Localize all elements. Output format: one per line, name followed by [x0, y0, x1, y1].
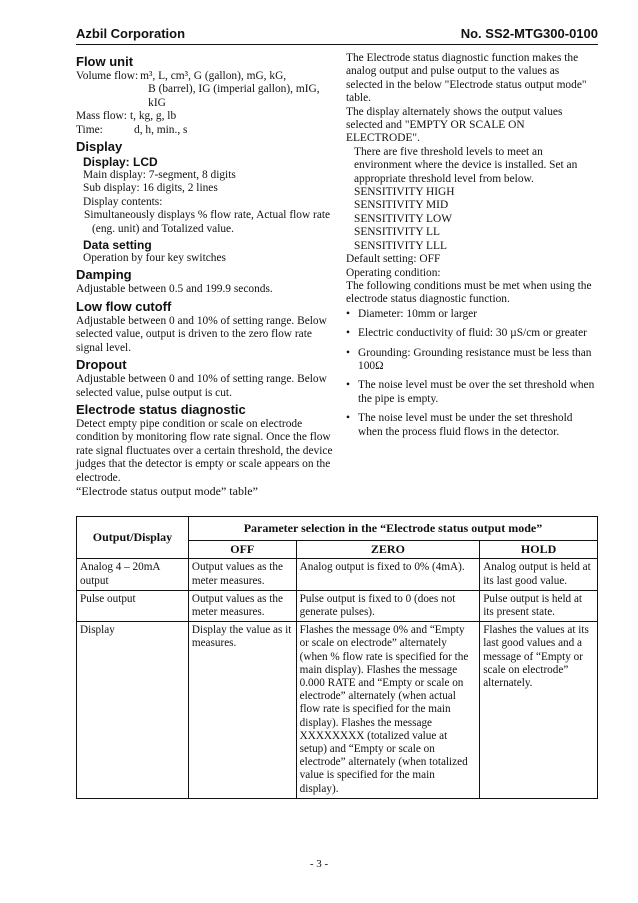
display-lcd-heading: Display: LCD — [83, 155, 158, 170]
row-name: Display — [77, 622, 189, 799]
volume-units-line: B (barrel), IG (imperial gallon), mIG, — [148, 83, 320, 96]
table-header-row — [77, 517, 598, 541]
bullet-icon: • — [346, 379, 350, 392]
electrode-status-text: Detect empty pipe condition or scale on electrode condition by monitoring flow rate signal. Once the flow rate signal fluctuates over a certain threshold, the device judges that the detector is empty or scale appears on the electrode. — [76, 417, 333, 484]
table-row — [77, 590, 598, 621]
low-flow-cutoff-heading: Low flow cutoff — [76, 298, 172, 314]
condition-item — [346, 308, 598, 321]
hold-cell: Pulse output is held at its present state. — [480, 590, 598, 621]
display-contents-text: Simultaneously displays % flow rate, Actual flow rate (eng. unit) and Totalized value. — [84, 209, 331, 235]
bullet-icon: • — [346, 307, 350, 320]
volume-flow-units — [138, 70, 319, 110]
condition-text: Electric conductivity of fluid: 30 µS/cm or greater — [358, 327, 587, 340]
hold-cell: Flashes the values at its last good values and a message of “Empty or scale on electrode” alternately. — [480, 622, 598, 799]
table-caption: “Electrode status output mode” table” — [76, 484, 258, 498]
damping-heading: Damping — [76, 267, 132, 283]
condition-item — [346, 347, 598, 374]
parameter-selection-header: Parameter selection in the “Electrode status output mode” — [188, 517, 597, 541]
volume-units-line: m³, L, cm³, G (gallon), mG, kG, — [140, 70, 287, 82]
table-row — [77, 622, 598, 799]
condition-text: The noise level must be under the set threshold when the process fluid flows in the detector. — [358, 412, 573, 438]
damping-text: Adjustable between 0.5 and 199.9 seconds. — [76, 283, 273, 296]
electrode-status-output-table — [76, 516, 598, 799]
sensitivity-level: SENSITIVITY LLL — [354, 239, 447, 252]
time-label: Time: — [76, 123, 103, 136]
dropout-text: Adjustable between 0 and 10% of setting range. Below selected value, pulse output is cut. — [76, 373, 327, 399]
mass-flow-label: Mass flow: — [76, 110, 127, 123]
bullet-icon: • — [346, 346, 350, 359]
bullet-icon: • — [346, 412, 350, 425]
off-header: OFF — [188, 541, 296, 559]
data-setting-heading: Data setting — [83, 238, 152, 253]
condition-item — [346, 379, 598, 406]
dropout-heading: Dropout — [76, 357, 127, 373]
off-cell: Output values as the meter measures. — [188, 559, 296, 590]
volume-units-line: kIG — [148, 96, 166, 109]
main-display-spec: Main display: 7-segment, 8 digits — [83, 169, 236, 182]
page-number: - 3 - — [309, 858, 329, 870]
electrode-status-heading: Electrode status diagnostic — [76, 401, 246, 417]
condition-text: Grounding: Grounding resistance must be less than 100Ω — [358, 346, 592, 372]
condition-text: The noise level must be over the set threshold when the pipe is empty. — [358, 379, 595, 405]
sensitivity-level: SENSITIVITY HIGH — [354, 186, 455, 199]
volume-flow-label: Volume flow: — [76, 70, 139, 82]
off-cell: Output values as the meter measures. — [188, 590, 296, 621]
hold-header: HOLD — [480, 541, 598, 559]
time-units: d, h, min., s — [134, 123, 188, 136]
sensitivity-level: SENSITIVITY MID — [354, 199, 449, 212]
sensitivity-level: SENSITIVITY LL — [354, 226, 440, 239]
right-column — [346, 52, 598, 439]
volume-flow-row — [76, 70, 334, 110]
condition-text: Diameter: 10mm or larger — [358, 307, 478, 320]
sensitivity-level: SENSITIVITY LOW — [354, 212, 452, 225]
display-heading: Display — [76, 139, 123, 155]
off-cell: Display the value as it measures. — [188, 622, 296, 799]
table-row — [77, 559, 598, 590]
display-contents-label: Display contents: — [83, 195, 163, 208]
bullet-icon: • — [346, 327, 350, 340]
flow-unit-heading: Flow unit — [76, 54, 134, 69]
output-display-header: Output/Display — [77, 517, 189, 559]
low-flow-cutoff-text: Adjustable between 0 and 10% of setting range. Below selected value, output is driven to the zero flow rate signal level. — [76, 314, 327, 354]
condition-item — [346, 412, 598, 439]
zero-cell: Analog output is fixed to 0% (4mA). — [296, 559, 480, 590]
display-alternate-text: The display alternately shows the output values selected and "EMPTY OR SCALE ON ELECTRODE". — [346, 105, 563, 145]
sub-display-spec: Sub display: 16 digits, 2 lines — [83, 182, 218, 195]
company-name: Azbil Corporation — [76, 26, 186, 41]
time-row — [76, 124, 334, 137]
left-column — [76, 52, 334, 485]
mass-flow-units: t, kg, g, lb — [129, 110, 177, 123]
electrode-intro-text: The Electrode status diagnostic function makes the analog output and pulse output to the values as selected in the below "Electrode status output mode" table. — [346, 52, 587, 105]
page-header — [76, 26, 598, 41]
default-setting: Default setting: OFF — [346, 253, 441, 266]
zero-header: ZERO — [296, 541, 480, 559]
operating-condition-label: Operating condition: — [346, 266, 441, 279]
condition-item — [346, 327, 598, 340]
row-name: Analog 4 – 20mA output — [77, 559, 189, 590]
data-setting-text: Operation by four key switches — [83, 252, 226, 265]
hold-cell: Analog output is held at its last good value. — [480, 559, 598, 590]
mass-flow-row — [76, 110, 334, 123]
conditions-intro: The following conditions must be met when using the electrode status diagnostic function. — [346, 279, 592, 306]
document-number: No. SS2-MTG300-0100 — [460, 26, 598, 41]
zero-cell: Pulse output is fixed to 0 (does not generate pulses). — [296, 590, 480, 621]
threshold-text: There are five threshold levels to meet an environment where the device is installed. Set an appropriate threshold level from below. — [354, 145, 578, 185]
zero-cell: Flashes the message 0% and “Empty or scale on electrode” alternately (when % flow rate is specified for the main display). Flashes the message 0.000 RATE and “Empty or scale on electrode” alternately (when actual flow rate is specified for the main display). Flashes the message XXXXXXXX (totalized value at setup) and “Empty or scale on electrode” alternately (when totalized value is specified for the main display). — [296, 622, 480, 799]
header-rule — [76, 44, 598, 45]
row-name: Pulse output — [77, 590, 189, 621]
